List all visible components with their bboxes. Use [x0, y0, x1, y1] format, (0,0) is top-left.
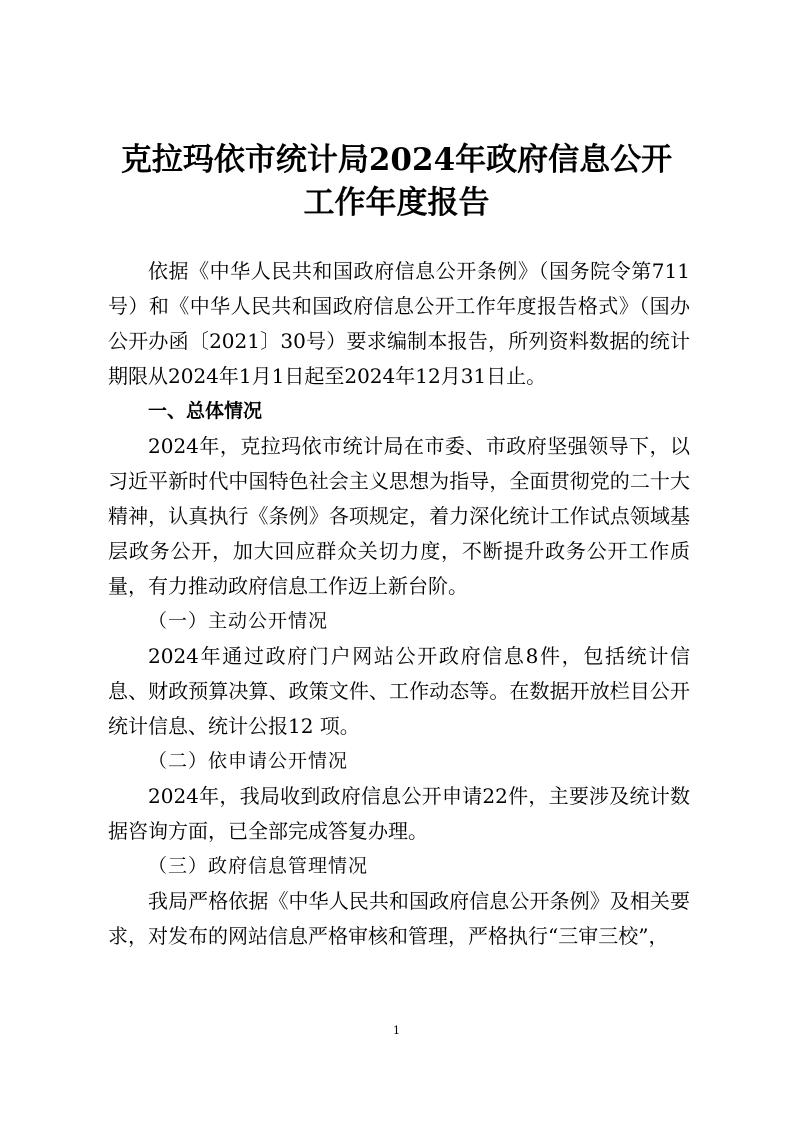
document-title-line2: 工作年度报告: [303, 185, 490, 221]
request-disclosure-paragraph: 2024年，我局收到政府信息公开申请22件，主要涉及统计数据咨询方面，已全部完成答复办理。: [108, 784, 690, 843]
document-title-line1: 克拉玛依市统计局2024年政府信息公开: [120, 142, 673, 178]
section-heading-overview: 一、总体情况: [148, 400, 263, 422]
active-disclosure-paragraph: 2024年通过政府门户网站公开政府信息8件，包括统计信息、财政预算决算、政策文件、工作动态等。在数据开放栏目公开统计信息、统计公报12 项。: [108, 644, 690, 738]
info-management-paragraph: 我局严格依据《中华人民共和国政府信息公开条例》及相关要求，对发布的网站信息严格审核和管理，严格执行“三审三校”，: [108, 889, 690, 948]
overview-paragraph: 2024年，克拉玛依市统计局在市委、市政府坚强领导下，以习近平新时代中国特色社会主义思想为指导，全面贯彻党的二十大精神，认真执行《条例》各项规定，着力深化统计工作试点领域基层政务公开，加大回应群众关切力度，不断提升政务公开工作质量，有力推动政府信息工作迈上新台阶。: [108, 434, 690, 598]
document-body: [108, 254, 690, 954]
subsection-heading-info-management: （三）政府信息管理情况: [148, 855, 369, 877]
subsection-heading-active-disclosure: （一）主动公开情况: [148, 610, 329, 632]
subsection-heading-request-disclosure: （二）依申请公开情况: [148, 750, 349, 772]
page-number: 1: [393, 1024, 400, 1037]
intro-paragraph: 依据《中华人民共和国政府信息公开条例》（国务院令第711号）和《中华人民共和国政府信息公开工作年度报告格式》（国办公开办函〔2021〕30号）要求编制本报告，所列资料数据的统计期限从2024年1月1日起至2024年12月31日止。: [108, 259, 690, 388]
